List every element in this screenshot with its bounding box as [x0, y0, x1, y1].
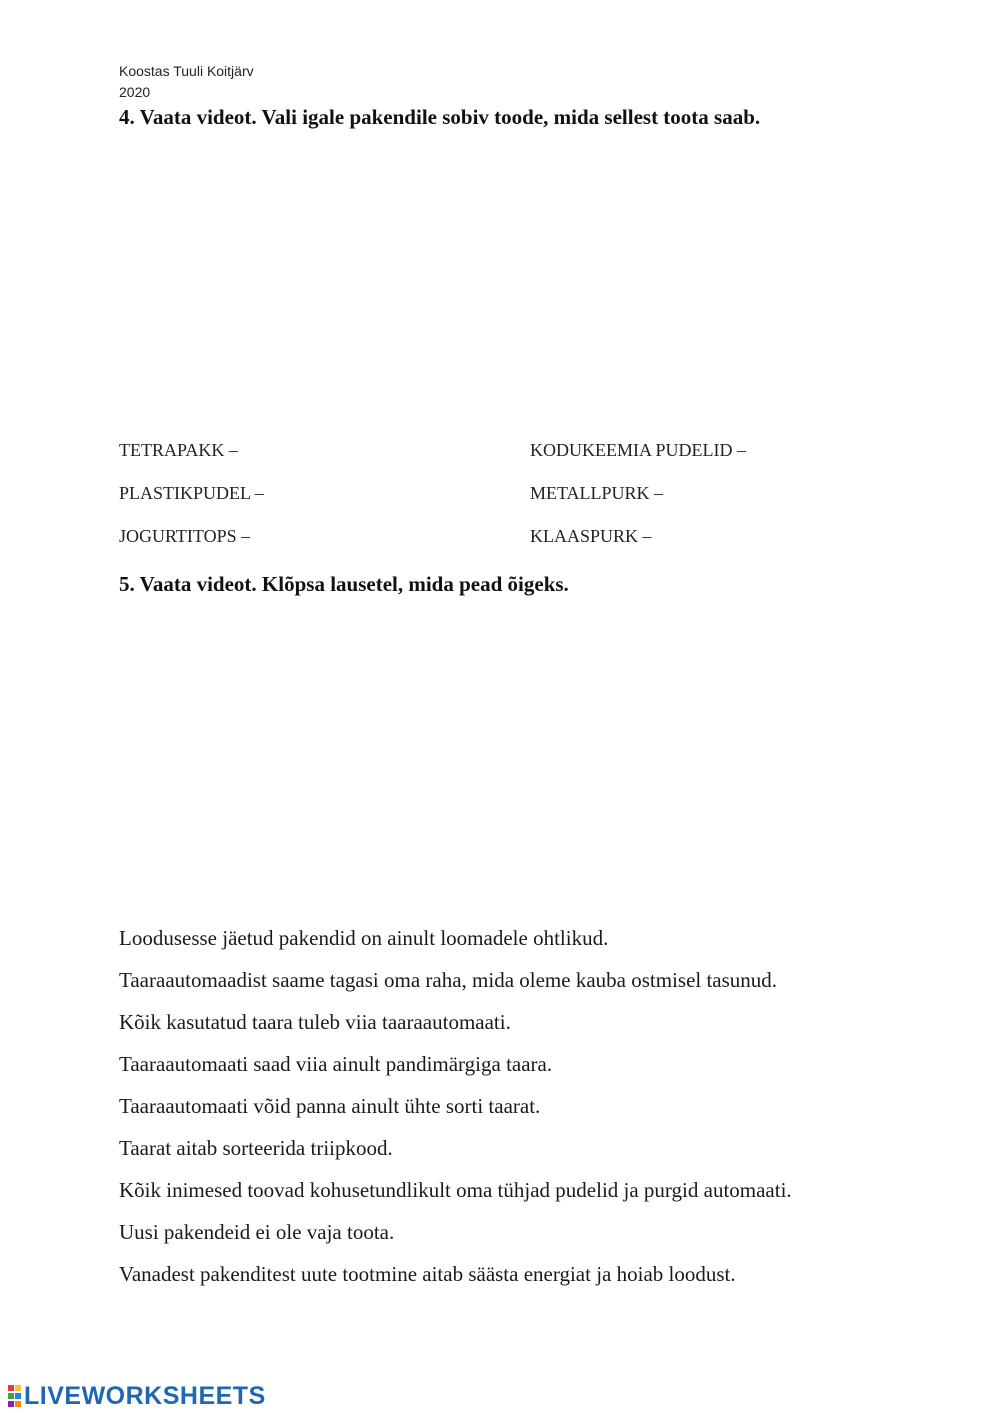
logo-square — [15, 1401, 21, 1407]
match-item-jogurtitops: JOGURTITOPS – — [119, 526, 251, 546]
author-year: 2020 — [119, 84, 151, 100]
match-item-tetrapakk: TETRAPAKK – — [119, 440, 238, 460]
statement-item[interactable]: Taaraautomaati võid panna ainult ühte sorti taarat. — [119, 1094, 541, 1118]
match-item-klaaspurk: KLAASPURK – — [530, 526, 652, 546]
task-4-heading: 4. Vaata videot. Vali igale pakendile sobiv toode, mida sellest toota saab. — [119, 105, 761, 129]
statement-item[interactable]: Taarat aitab sorteerida triipkood. — [119, 1136, 393, 1160]
logo-square — [15, 1385, 21, 1391]
author-name: Koostas Tuuli Koitjärv — [119, 63, 254, 79]
match-item-kodukeemia-pudelid: KODUKEEMIA PUDELID – — [530, 440, 746, 460]
logo-square — [8, 1401, 14, 1407]
author-block — [119, 61, 254, 103]
liveworksheets-brand[interactable] — [8, 1382, 266, 1410]
statement-list — [119, 917, 792, 1295]
liveworksheets-logo-icon — [8, 1385, 22, 1407]
statement-item[interactable]: Taaraautomaadist saame tagasi oma raha, mida oleme kauba ostmisel tasunud. — [119, 968, 778, 992]
statement-item[interactable]: Loodusesse jäetud pakendid on ainult loomadele ohtlikud. — [119, 926, 609, 950]
task-5-heading: 5. Vaata videot. Klõpsa lausetel, mida pead õigeks. — [119, 572, 569, 596]
logo-square — [8, 1385, 14, 1391]
logo-square — [15, 1393, 21, 1399]
logo-square — [8, 1393, 14, 1399]
statement-item[interactable]: Uusi pakendeid ei ole vaja toota. — [119, 1220, 395, 1244]
statement-item[interactable]: Kõik inimesed toovad kohusetundlikult oma tühjad pudelid ja purgid automaati. — [119, 1178, 792, 1202]
statement-item[interactable]: Taaraautomaati saad viia ainult pandimärgiga taara. — [119, 1052, 553, 1076]
match-item-metallpurk: METALLPURK – — [530, 483, 664, 503]
match-item-plastikpudel: PLASTIKPUDEL – — [119, 483, 264, 503]
statement-item[interactable]: Vanadest pakenditest uute tootmine aitab säästa energiat ja hoiab loodust. — [119, 1262, 736, 1286]
brand-name: LIVEWORKSHEETS — [24, 1381, 266, 1410]
statement-item[interactable]: Kõik kasutatud taara tuleb viia taaraautomaati. — [119, 1010, 511, 1034]
